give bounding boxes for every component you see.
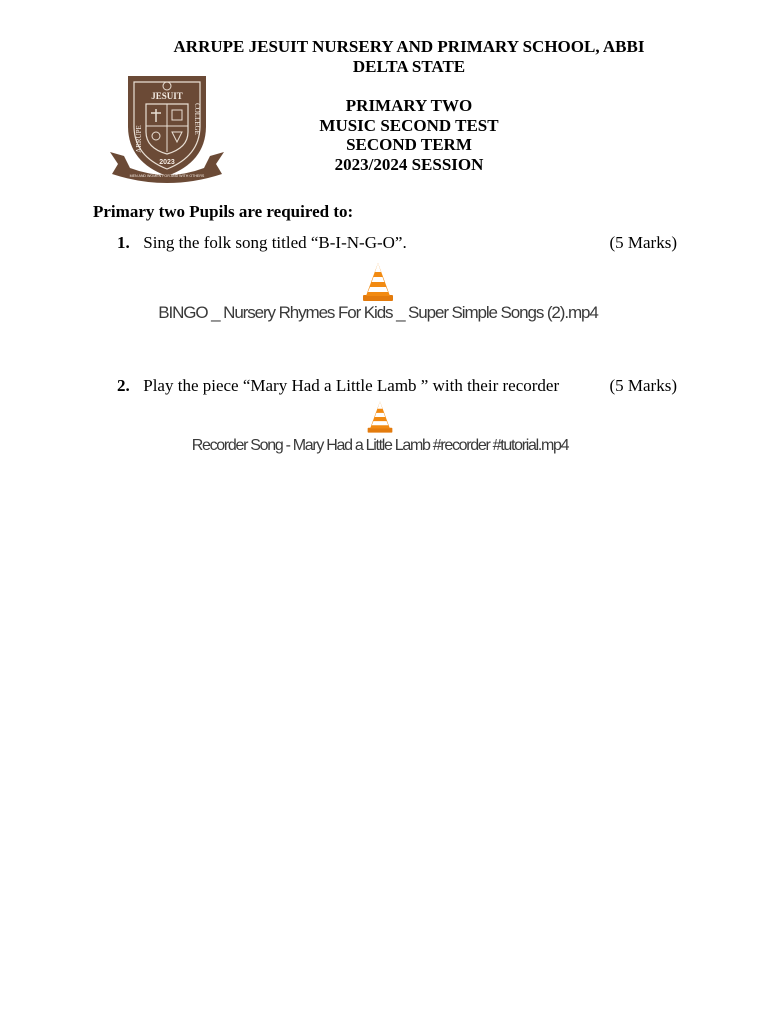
- media-filename[interactable]: BINGO _ Nursery Rhymes For Kids _ Super Simple Songs (2).mp4: [158, 303, 598, 322]
- exam-class: PRIMARY TWO: [345, 96, 473, 115]
- question-1: [117, 233, 677, 253]
- question-2: [117, 376, 677, 396]
- vlc-cone-icon[interactable]: [361, 262, 395, 302]
- media-attachment-bingo[interactable]: [140, 262, 616, 323]
- question-text: Sing the folk song titled “B-I-N-G-O”.: [143, 233, 407, 252]
- logo-top-text: JESUIT: [151, 91, 183, 101]
- school-name-line1: ARRUPE JESUIT NURSERY AND PRIMARY SCHOOL, ABBI: [173, 37, 645, 56]
- media-attachment-recorder[interactable]: [180, 397, 580, 455]
- logo-year: 2023: [159, 159, 175, 166]
- instructions: Primary two Pupils are required to:: [93, 202, 354, 221]
- exam-details: [260, 96, 558, 174]
- media-filename[interactable]: Recorder Song - Mary Had a Little Lamb #recorder #tutorial.mp4: [191, 437, 569, 454]
- vlc-cone-icon[interactable]: [366, 397, 394, 437]
- logo-motto: MEN AND WOMEN FOR AND WITH OTHERS: [129, 174, 205, 178]
- exam-term: SECOND TERM: [346, 135, 472, 154]
- question-marks: (5 Marks): [609, 233, 677, 252]
- logo-left-text: ARRUPE: [135, 125, 143, 153]
- exam-session: 2023/2024 SESSION: [334, 154, 484, 174]
- exam-title: MUSIC SECOND TEST: [319, 115, 499, 135]
- logo-right-text: COLLEGE: [193, 103, 201, 135]
- school-logo: [106, 64, 228, 186]
- question-marks: (5 Marks): [609, 376, 677, 395]
- school-crest-icon: [106, 64, 228, 186]
- school-name-line2: DELTA STATE: [352, 57, 466, 76]
- question-number: 1.: [117, 233, 130, 252]
- question-number: 2.: [117, 376, 130, 395]
- question-text: Play the piece “Mary Had a Little Lamb ” with their recorder: [143, 376, 560, 395]
